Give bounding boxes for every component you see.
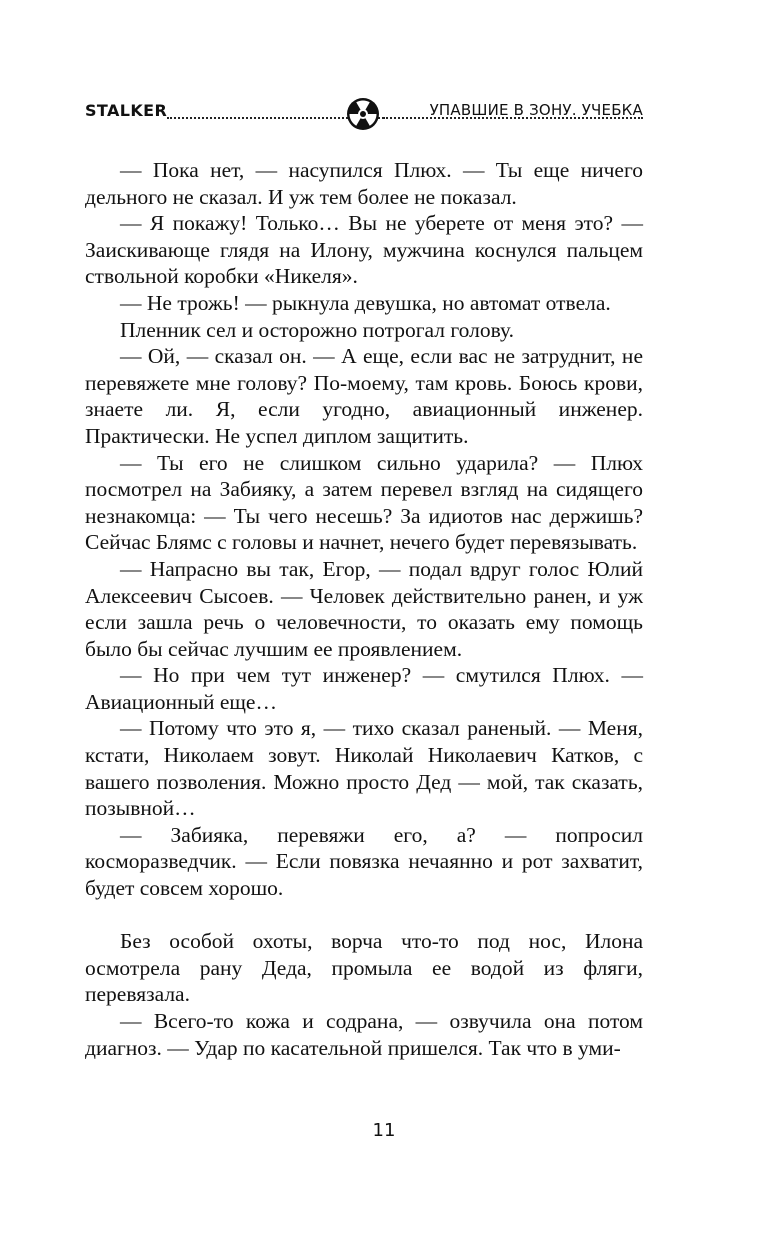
running-header (85, 95, 643, 131)
paragraph: — Ты его не слишком сильно ударила? — Плюх посмотрел на Забияку, а затем перевел взгляд на сидящего незнакомца: — Ты чего несешь? За идиотов нас держишь? Сейчас Блямс с головы и начнет, нечего будет перевязывать. (85, 450, 643, 555)
paragraph: — Пока нет, — насупился Плюх. — Ты еще ничего дельного не сказал. И уж тем более не показал. (85, 158, 643, 209)
paragraph: — Но при чем тут инженер? — смутился Плюх. — Авиационный еще… (85, 663, 643, 714)
body-text (85, 157, 643, 1061)
paragraph: — Ой, — сказал он. — А еще, если вас не затруднит, не перевяжете мне голову? По-моему, там кровь. Боюсь крови, знаете ли. Я, если угодно, авиационный инженер. Практически. Не успел диплом защитить. (85, 344, 643, 448)
paragraph: — Потому что это я, — тихо сказал раненый. — Меня, кстати, Николаем зовут. Николай Николаевич Катков, с вашего позволения. Можно просто Дед — мой, так сказать, позывной… (85, 716, 643, 821)
running-title-left: STALKER (85, 101, 168, 120)
paragraph: — Не трожь! — рыкнула девушка, но автомат отвела. (120, 290, 611, 315)
radiation-trefoil-icon (346, 97, 380, 131)
paragraph: Пленник сел и осторожно потрогал голову. (120, 317, 515, 342)
paragraph: — Забияка, перевяжи его, а? — попросил косморазведчик. — Если повязка нечаянно и рот захватит, будет совсем хорошо. (85, 822, 643, 901)
paragraph: — Напрасно вы так, Егор, — подал вдруг голос Юлий Алексеевич Сысоев. — Человек действительно ранен, и уж если зашла речь о человечности, то оказать ему помощь было бы сейчас лучшим ее проявлением. (85, 556, 643, 661)
running-title-right: УПАВШИЕ В ЗОНУ. УЧЕБКА (429, 101, 643, 119)
page-number: 11 (372, 1120, 396, 1141)
paragraph: — Я покажу! Только… Вы не уберете от меня это? — Заискивающе глядя на Илону, мужчина коснулся пальцем ствольной коробки «Никеля». (85, 211, 643, 289)
paragraph: — Всего-то кожа и содрана, — озвучила она потом диагноз. — Удар по касательной пришелся. Так что в уми- (85, 1009, 643, 1060)
paragraph: Без особой охоты, ворча что-то под нос, Илона осмотрела рану Деда, промыла ее водой из фляги, перевязала. (85, 929, 643, 1007)
